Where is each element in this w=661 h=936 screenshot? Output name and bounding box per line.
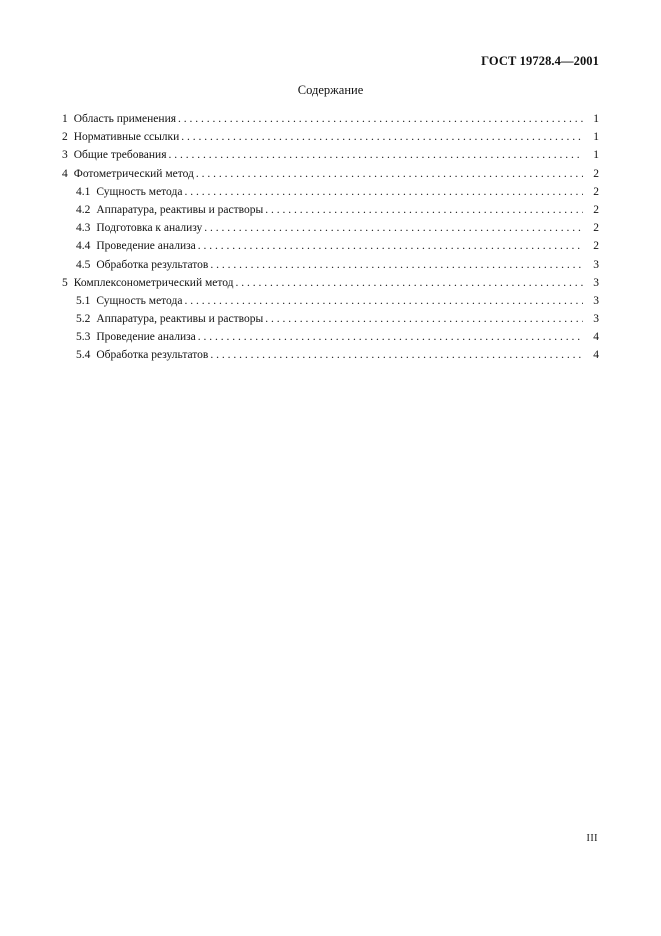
toc-entry-number: 5 bbox=[62, 276, 68, 289]
toc-subentry[interactable] bbox=[62, 183, 599, 201]
toc-entry-page: 4 bbox=[593, 331, 599, 344]
toc-entry-number: 4.1 bbox=[76, 185, 91, 198]
toc-subentry[interactable] bbox=[62, 328, 599, 346]
toc-entry-label: Обработка результатов bbox=[96, 258, 209, 271]
toc-leader-dots bbox=[178, 110, 583, 128]
toc-entry-page: 4 bbox=[593, 349, 599, 362]
toc-leader-dots bbox=[198, 328, 583, 346]
toc-entry-page: 2 bbox=[593, 185, 599, 198]
toc-entry-label: Фотометрический метод bbox=[73, 167, 194, 180]
toc-entry-page: 2 bbox=[593, 222, 599, 235]
toc-entry-number: 4.3 bbox=[76, 222, 91, 235]
toc-entry[interactable] bbox=[62, 128, 599, 146]
toc-leader-dots bbox=[169, 146, 584, 164]
toc-title: Содержание bbox=[297, 83, 364, 97]
toc-leader-dots bbox=[181, 128, 583, 146]
toc-leader-dots bbox=[265, 201, 583, 219]
toc-entry-label: Проведение анализа bbox=[96, 331, 196, 344]
toc-entry-page: 1 bbox=[593, 149, 599, 162]
toc-entry-number: 1 bbox=[62, 113, 68, 125]
toc-leader-dots bbox=[184, 292, 583, 310]
toc-subentry[interactable] bbox=[62, 310, 599, 328]
toc-entry-page: 3 bbox=[593, 276, 599, 289]
toc-subentry[interactable] bbox=[62, 346, 599, 364]
toc-leader-dots bbox=[204, 219, 583, 237]
toc-entry-number: 4 bbox=[62, 167, 68, 180]
toc-entry-number: 5.2 bbox=[76, 313, 91, 326]
toc-entry-page: 3 bbox=[593, 313, 599, 326]
toc-entry-page: 1 bbox=[593, 131, 599, 144]
toc-entry-label: Подготовка к анализу bbox=[96, 222, 203, 235]
toc-entry-label: Нормативные ссылки bbox=[73, 131, 180, 144]
toc-entry-number: 4.2 bbox=[76, 203, 91, 216]
toc-entry-page: 2 bbox=[593, 203, 599, 216]
toc-entry-number: 5.3 bbox=[76, 331, 91, 344]
toc-subentry[interactable] bbox=[62, 219, 599, 237]
toc-entry-page: 3 bbox=[593, 258, 599, 271]
toc-entry-label: Общие требования bbox=[73, 149, 167, 162]
toc-entry-label: Аппаратура, реактивы и растворы bbox=[96, 203, 264, 216]
toc-entry[interactable] bbox=[62, 110, 599, 128]
toc-subentry[interactable] bbox=[62, 292, 599, 310]
page-number: III bbox=[586, 833, 598, 844]
toc-entry-page: 1 bbox=[593, 113, 599, 125]
toc-entry-label: Проведение анализа bbox=[96, 240, 196, 253]
document-code: ГОСТ 19728.4—2001 bbox=[481, 54, 599, 68]
toc-leader-dots bbox=[210, 256, 583, 274]
toc-entry-number: 3 bbox=[62, 149, 68, 162]
toc-entry-label: Сущность метода bbox=[96, 294, 183, 307]
toc-leader-dots bbox=[198, 237, 583, 255]
table-of-contents bbox=[62, 110, 599, 365]
toc-entry-label: Обработка результатов bbox=[96, 349, 209, 362]
toc-entry-number: 5.4 bbox=[76, 349, 91, 362]
toc-entry-page: 2 bbox=[593, 240, 599, 253]
toc-entry[interactable] bbox=[62, 165, 599, 183]
toc-leader-dots bbox=[210, 346, 583, 364]
toc-leader-dots bbox=[265, 310, 583, 328]
toc-entry-label: Сущность метода bbox=[96, 185, 183, 198]
toc-entry-label: Комплексонометрический метод bbox=[73, 276, 234, 289]
toc-leader-dots bbox=[236, 274, 583, 292]
toc-leader-dots bbox=[184, 183, 583, 201]
toc-entry-number: 4.5 bbox=[76, 258, 91, 271]
toc-leader-dots bbox=[196, 165, 583, 183]
toc-subentry[interactable] bbox=[62, 201, 599, 219]
toc-entry-label: Область применения bbox=[73, 113, 177, 125]
toc-entry-number: 2 bbox=[62, 131, 68, 144]
toc-entry[interactable] bbox=[62, 274, 599, 292]
toc-entry-label: Аппаратура, реактивы и растворы bbox=[96, 313, 264, 326]
toc-entry-number: 4.4 bbox=[76, 240, 91, 253]
toc-entry-page: 3 bbox=[593, 294, 599, 307]
toc-subentry[interactable] bbox=[62, 237, 599, 255]
toc-entry[interactable] bbox=[62, 146, 599, 164]
toc-subentry[interactable] bbox=[62, 256, 599, 274]
toc-entry-number: 5.1 bbox=[76, 294, 91, 307]
toc-entry-page: 2 bbox=[593, 167, 599, 180]
